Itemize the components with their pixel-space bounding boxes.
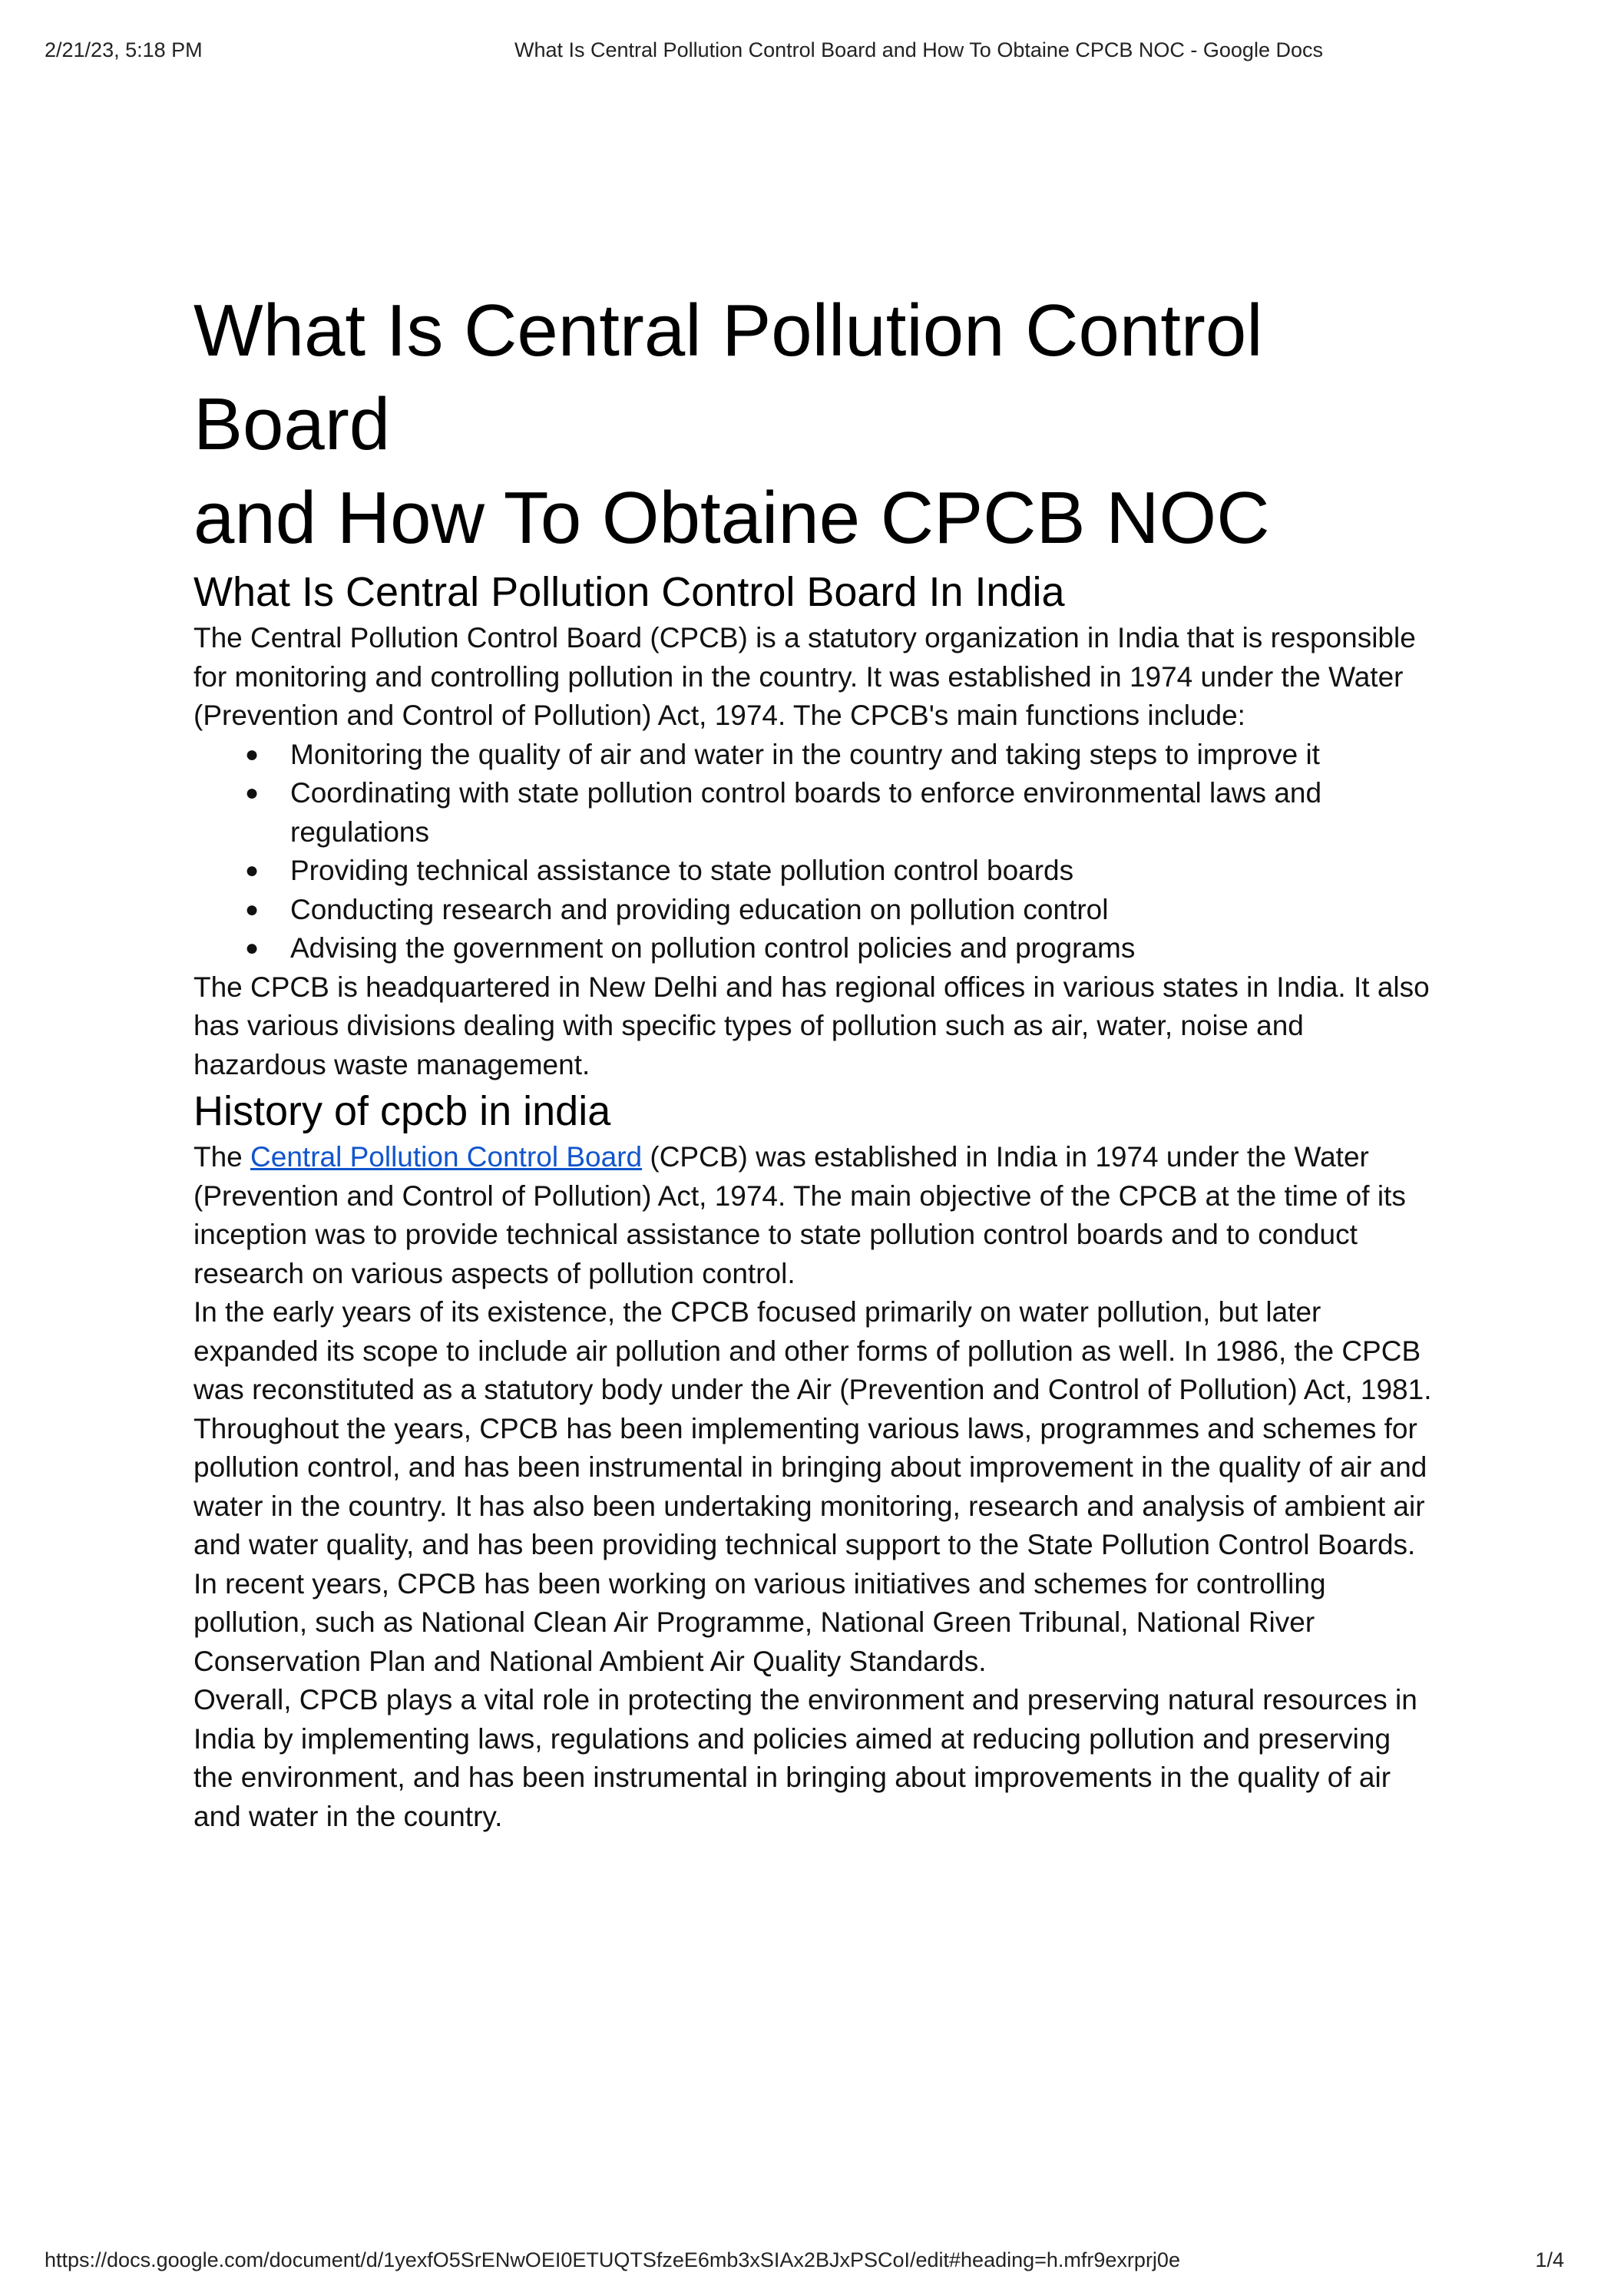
- history-paragraph-1: [193, 1138, 1437, 1293]
- list-item-text: Conducting research and providing education on pollution control: [290, 893, 1109, 925]
- document-body: [193, 284, 1437, 1836]
- section1-closing-paragraph: The CPCB is headquartered in New Delhi and has regional offices in various states in India. It also has various divisions dealing with specific types of pollution such as air, water, noise and hazardous waste management.: [193, 971, 1430, 1080]
- history-paragraph-3: Throughout the years, CPCB has been implementing various laws, programmes and schemes for pollution control, and has been instrumental in bringing about improvement in the quality of air and water in the country. It has also been undertaking monitoring, research and analysis of ambient air and water quality, and has been providing technical support to the State Pollution Control Boards.: [193, 1412, 1427, 1560]
- print-header-title: What Is Central Pollution Control Board and How To Obtaine CPCB NOC - Google Docs: [514, 38, 1323, 61]
- list-item: [193, 929, 1437, 968]
- history-paragraph-5: Overall, CPCB plays a vital role in protecting the environment and preserving natural resources in India by implementing laws, regulations and policies aimed at reducing pollution and preserving the environment, and has been instrumental in bringing about improvements in the quality of air and water in the country.: [193, 1684, 1417, 1832]
- cpcb-functions-list: [193, 736, 1437, 968]
- bullet-icon: ●: [245, 935, 260, 961]
- section-heading-what-is-cpcb: What Is Central Pollution Control Board In India: [193, 569, 1065, 615]
- list-item-text: Monitoring the quality of air and water in the country and taking steps to improve it: [290, 738, 1320, 770]
- history-paragraph-2: In the early years of its existence, the CPCB focused primarily on water pollution, but later expanded its scope to include air pollution and other forms of pollution as well. In 1986, the CPCB was reconstituted as a statutory body under the Air (Prevention and Control of Pollution) Act, 1981.: [193, 1296, 1432, 1405]
- list-item-text: Providing technical assistance to state pollution control boards: [290, 855, 1074, 886]
- bullet-icon: ●: [245, 780, 260, 806]
- bullet-icon: ●: [245, 896, 260, 922]
- history-p1-suffix: (CPCB) was established in India in 1974 under the Water (Prevention and Control of Pollution) Act, 1974. The main objective of the CPCB at the time of its inception was to provide technical assistance to state pollution control boards and to conduct research on various aspects of pollution control.: [193, 1141, 1406, 1289]
- bullet-icon: ●: [245, 741, 260, 767]
- document-title: [193, 284, 1437, 565]
- document-title-line1: What Is Central Pollution Control Board: [193, 289, 1263, 465]
- history-p1-prefix: The: [193, 1141, 251, 1173]
- history-paragraph-4: In recent years, CPCB has been working on various initiatives and schemes for controlling pollution, such as National Clean Air Programme, National Green Tribunal, National River Conservation Plan and National Ambient Air Quality Standards.: [193, 1567, 1326, 1677]
- section-heading-history: History of cpcb in india: [193, 1088, 611, 1134]
- bullet-icon: ●: [245, 858, 260, 883]
- print-footer-url: https://docs.google.com/document/d/1yexfO5SrENwOEI0ETUQTSfzeE6mb3xSIAx2BJxPSCoI/edit#heading=h.mfr9exrprj0e: [45, 2248, 1180, 2271]
- list-item: [193, 852, 1437, 891]
- document-title-line2: and How To Obtaine CPCB NOC: [193, 477, 1270, 559]
- list-item-text: Advising the government on pollution control policies and programs: [290, 932, 1136, 964]
- section1-intro-paragraph: The Central Pollution Control Board (CPCB) is a statutory organization in India that is responsible for monitoring and controlling pollution in the country. It was established in 1974 under the Water (Prevention and Control of Pollution) Act, 1974. The CPCB's main functions include:: [193, 622, 1416, 731]
- list-item: [193, 736, 1437, 775]
- print-footer-page-number: 1/4: [1535, 2248, 1564, 2271]
- print-header-date: 2/21/23, 5:18 PM: [45, 38, 203, 61]
- list-item-text: Coordinating with state pollution control boards to enforce environmental laws and regulations: [290, 777, 1322, 848]
- cpcb-link[interactable]: Central Pollution Control Board: [250, 1141, 643, 1173]
- list-item: [193, 891, 1437, 930]
- list-item: [193, 774, 1437, 852]
